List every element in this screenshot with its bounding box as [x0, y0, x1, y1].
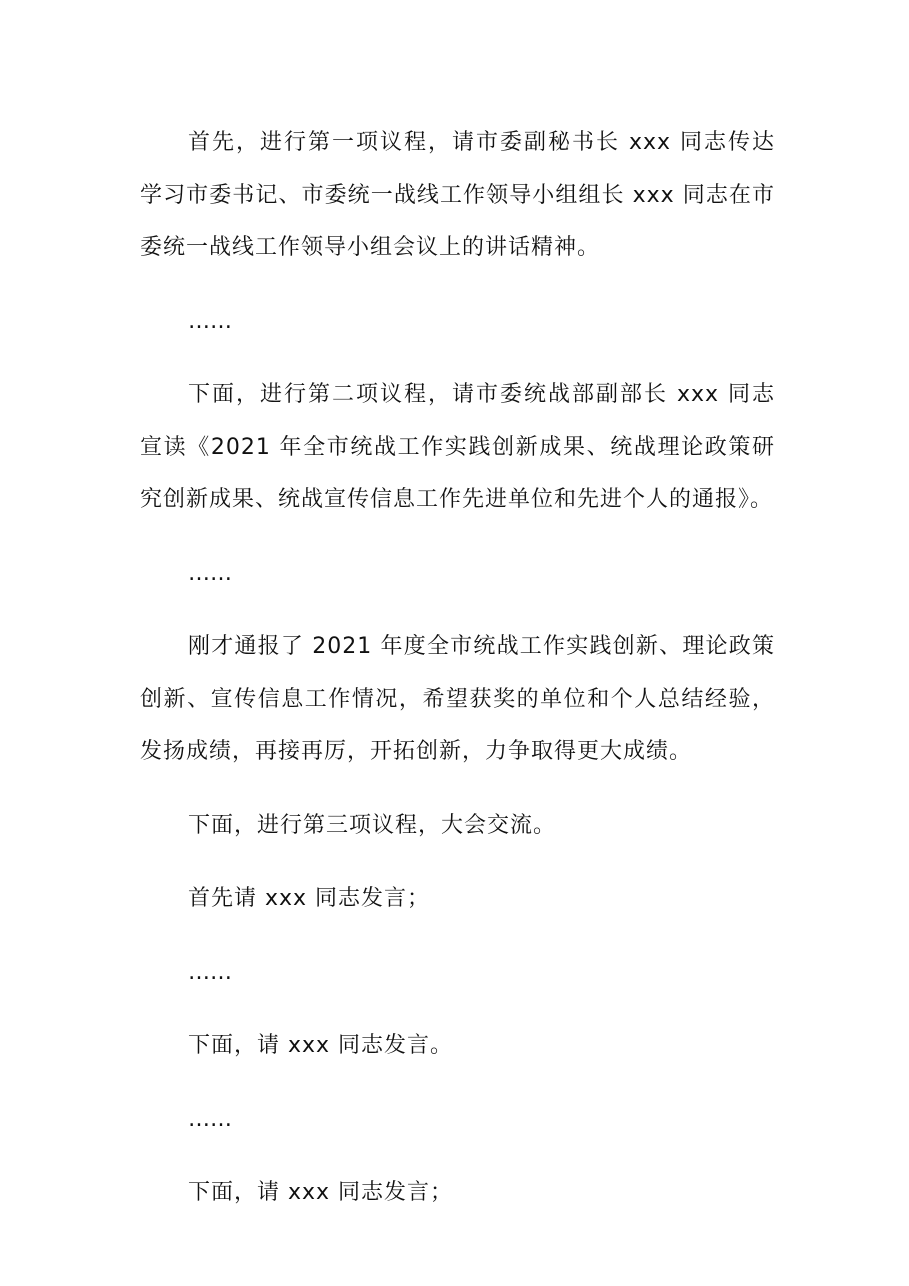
paragraph-summary: 刚才通报了 2021 年度全市统战工作实践创新、理论政策创新、宣传信息工作情况，希望获奖的单位和个人总结经验，发扬成绩，再接再厉，开拓创新，力争取得更大成绩。 [140, 634, 775, 764]
paragraph-spacer [140, 1146, 775, 1167]
paragraph-spacer [140, 275, 775, 296]
document-body [140, 117, 775, 1220]
paragraph-agenda-item-2: 下面，进行第二项议程，请市委统战部副部长 xxx 同志宣读《2021 年全市统战工作实践创新成果、统战理论政策研究创新成果、统战宣传信息工作先进单位和先进个人的通报》。 [140, 382, 775, 512]
paragraph-agenda-item-3: 下面，进行第三项议程，大会交流。 [188, 812, 557, 838]
ellipsis-2: …… [188, 560, 232, 586]
paragraph-first-speaker: 首先请 xxx 同志发言； [188, 886, 431, 911]
paragraph-spacer [140, 852, 775, 873]
paragraph-spacer [140, 527, 775, 548]
paragraph-spacer [140, 1073, 775, 1094]
paragraph-next-speaker: 下面，请 xxx 同志发言。 [188, 1033, 454, 1058]
ellipsis-3: …… [188, 959, 232, 985]
paragraph-spacer [140, 999, 775, 1020]
paragraph-spacer [140, 926, 775, 947]
paragraph-spacer [140, 348, 775, 369]
paragraph-spacer [140, 600, 775, 621]
ellipsis-1: …… [188, 308, 232, 334]
ellipsis-4: …… [188, 1106, 232, 1132]
paragraph-agenda-item-1: 首先，进行第一项议程，请市委副秘书长 xxx 同志传达学习市委书记、市委统一战线工作领导小组组长 xxx 同志在市委统一战线工作领导小组会议上的讲话精神。 [140, 130, 775, 260]
paragraph-following-speaker: 下面，请 xxx 同志发言； [188, 1180, 454, 1205]
paragraph-spacer [140, 779, 775, 800]
